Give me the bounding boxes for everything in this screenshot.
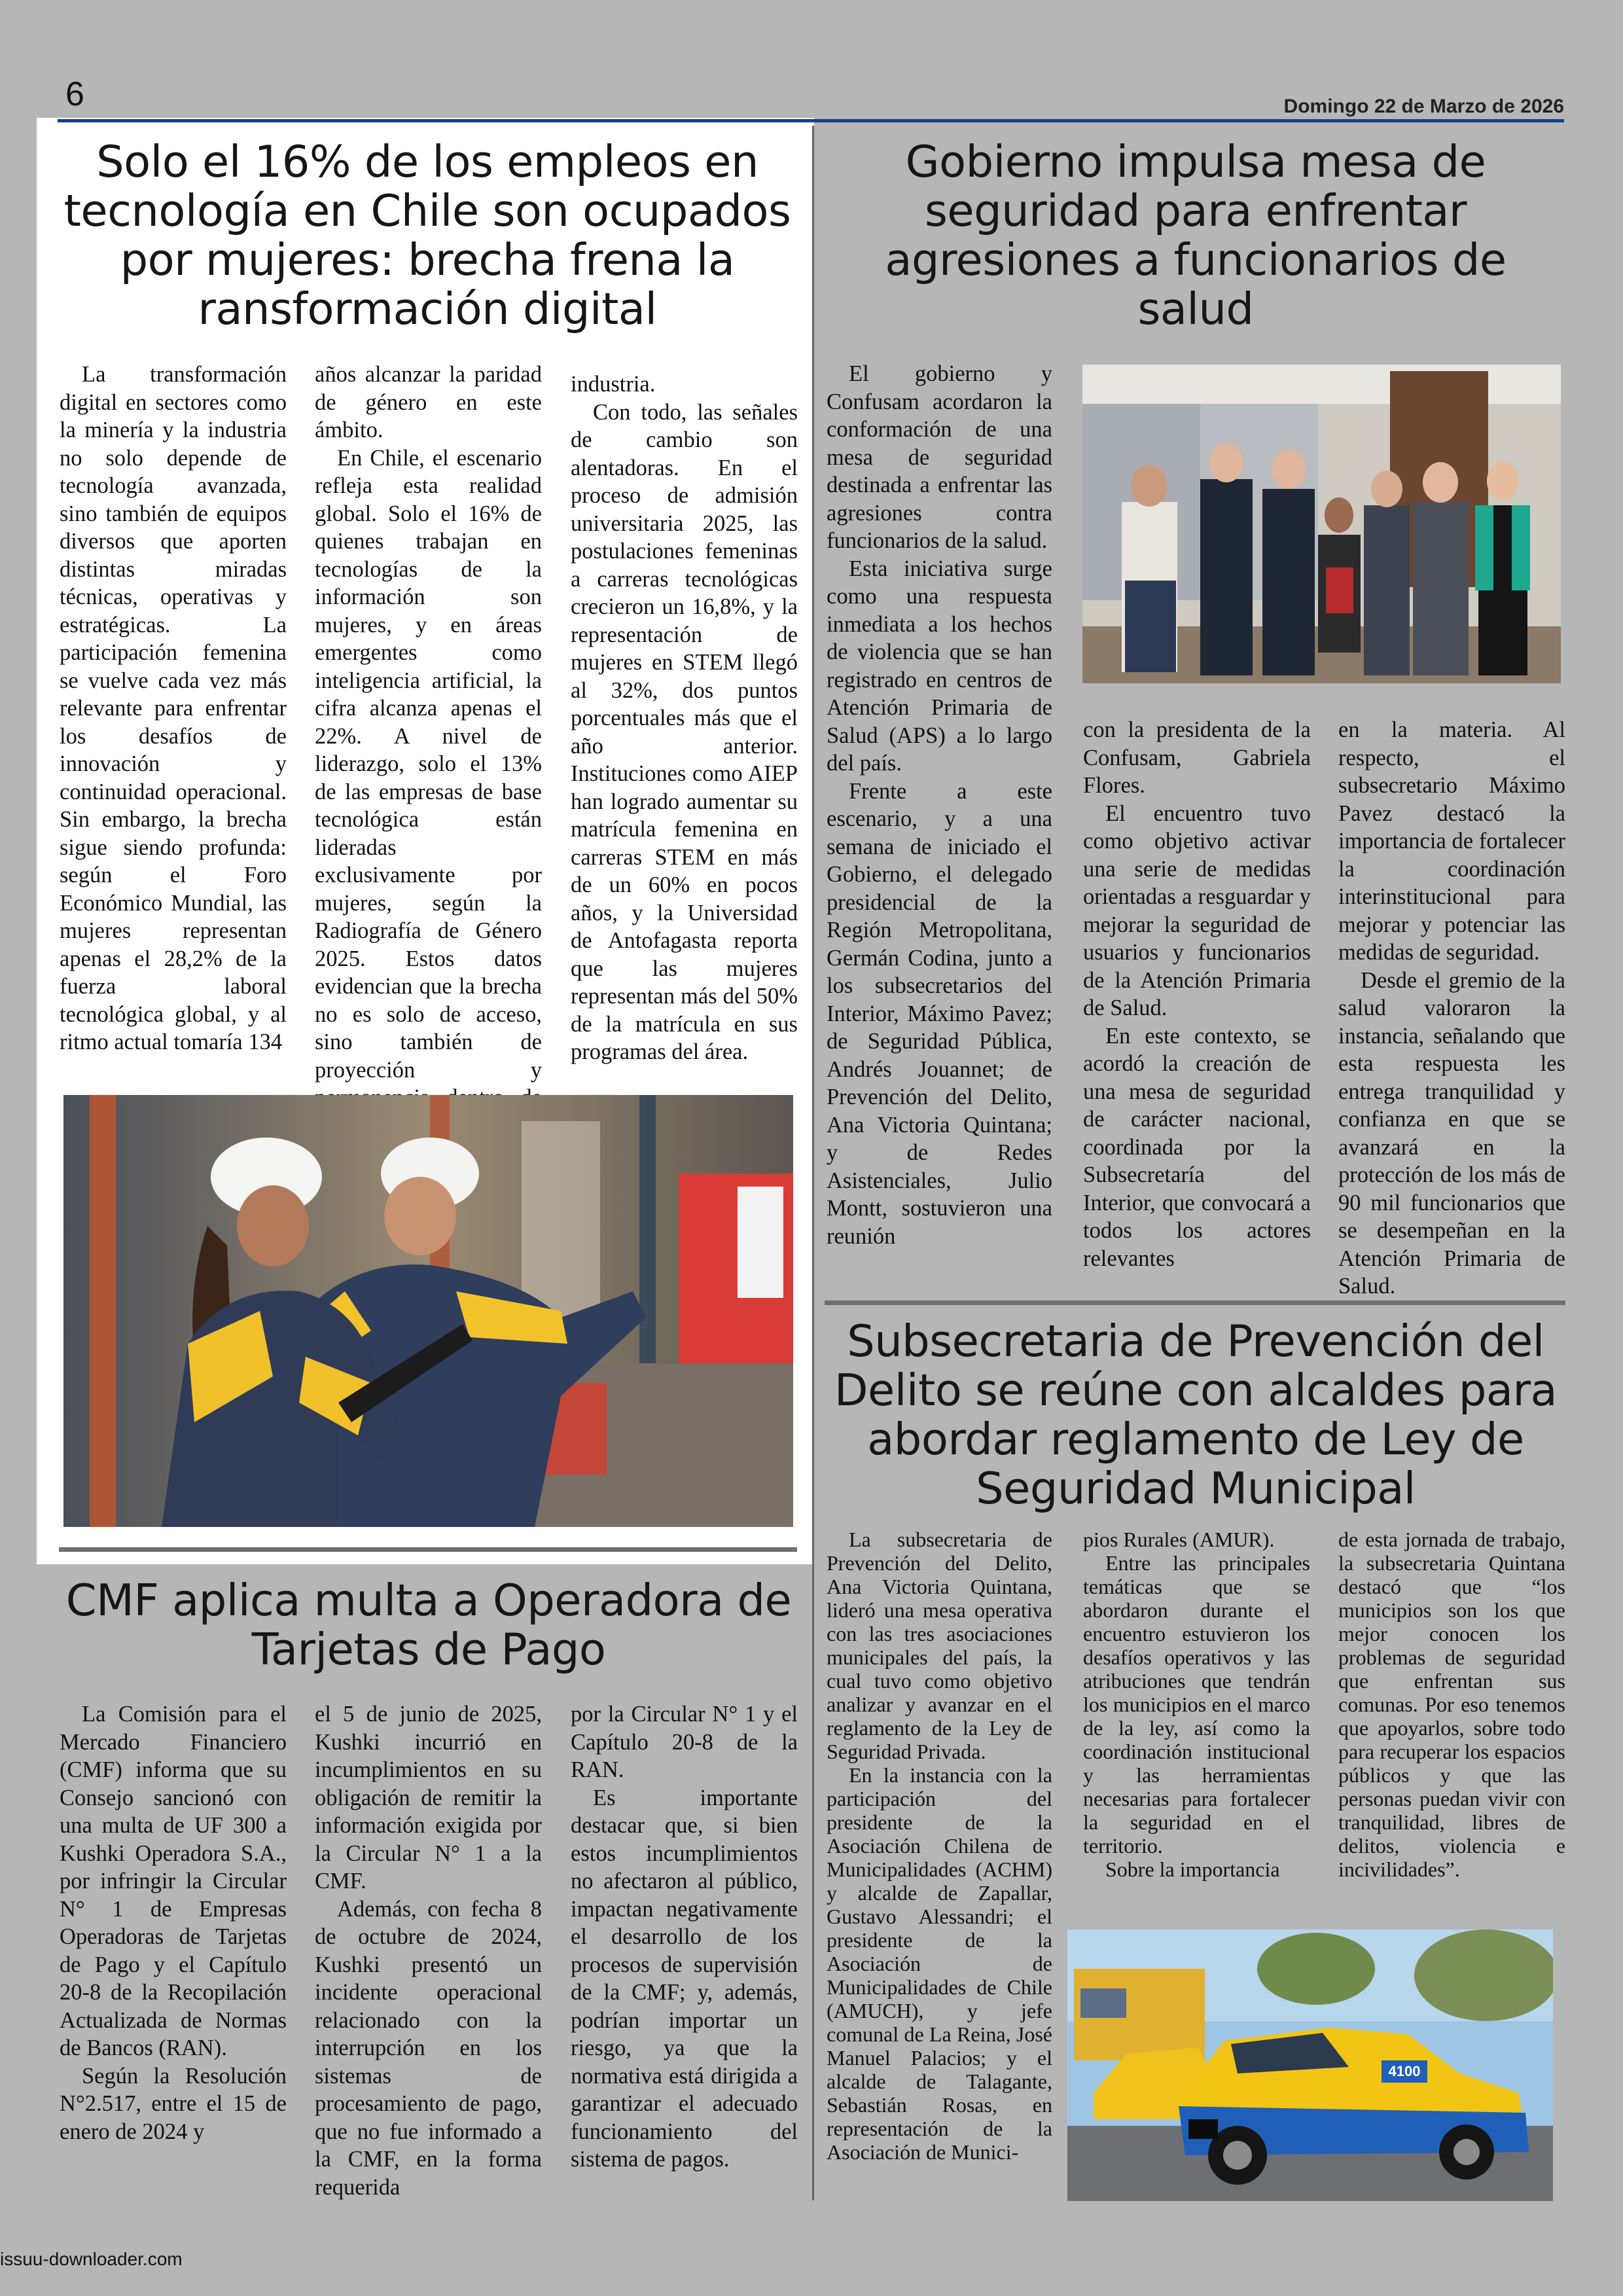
cmf-column-3 [571, 1700, 798, 2174]
paragraph: el 5 de junio de 2025, Kushki incurrió en incumplimientos en su obligación de remitir la información exigida por la Circular N° 1 a la CMF. [315, 1702, 542, 1893]
paragraph: Desde el gremio de la salud valoraron la instancia, señalando que esta respuesta les entrega tranquilidad y confianza en que se avanzará en la protección de los más de 90 mil funcionarios que se desempeñan en la Atención Primaria de Salud. [1338, 967, 1565, 1299]
vehicle-number-label: 4100 [1388, 2063, 1421, 2079]
headline-cmf-fine: CMF aplica multa a Operadora de Tarjetas de Pago [65, 1575, 792, 1675]
paragraph: El encuentro tuvo como objetivo activar una serie de medidas orientadas a resguardar y mejorar la seguridad de usuarios y funcionarios de la Atención Primaria de Salud. [1083, 800, 1311, 1020]
paragraph: Sobre la importancia [1105, 1857, 1280, 1881]
photo-officials-meeting [1082, 365, 1561, 683]
paragraph: Además, con fecha 8 de octubre de 2024, Kushki presentó un incidente operacional relacionado con la interrupción en los sistemas de procesamiento de pago, que no fue informado a la CMF, en la forma requerida [315, 1896, 542, 2200]
paragraph: años alcanzar la paridad de género en este ámbito. [315, 362, 542, 442]
photo-municipal-vehicles [1067, 1929, 1553, 2201]
paragraph: Es importante destacar que, si bien estos incumplimientos no afectaron al público, impactan negativamente el desarrollo de los procesos de supervisión de la CMF; y, además, podrían importar un riesgo, ya que la normativa está dirigida a garantizar el adecuado funcionamiento del sistema de pagos. [571, 1785, 798, 2172]
paragraph: En Chile, el escenario refleja esta realidad global. Solo el 16% de quienes trabajan en tecnologías de la información son mujeres, y en áreas emergentes como inteligencia artificial, la cifra alcanza apenas el 22%. A nivel de liderazgo, solo el 13% de las empresas de base tecnológica están lideradas exclusivamente por mujeres, según la Radiografía de Género 2025. Estos datos evidencian que la brecha no es solo de acceso, sino también de proyección y [315, 445, 542, 1083]
health-column-2 [1083, 716, 1311, 1272]
cmf-column-1 [60, 1700, 287, 2145]
tech-column-1 [60, 361, 287, 1056]
paragraph: En este contexto, se acordó la creación de una mesa de seguridad de carácter nacional, coordinada por la Subsecretaría del Interior, que convocará a todos los actores relevantes [1083, 1023, 1311, 1271]
paragraph: Esta iniciativa surge como una respuesta inmediata a los hechos de violencia que se han registrado en centros de Atención Primaria de Salud (APS) a lo largo del país. [827, 556, 1052, 776]
municipal-column-3 [1338, 1528, 1565, 1881]
headline-health-security: Gobierno impulsa mesa de seguridad para enfrentar agresiones a funcionarios de salud [885, 136, 1507, 334]
tech-column-3 [571, 370, 798, 1066]
paragraph: pios Rurales (AMUR). [1083, 1528, 1275, 1551]
paragraph: por la Circular N° 1 y el Capítulo 20-8 de la RAN. [571, 1702, 798, 1782]
paragraph: en la materia. Al respecto, el subsecretario Máximo Pavez destacó la importancia de fortalecer la coordinación interinstitucional para mejorar y potenciar las medidas de seguridad. [1338, 717, 1565, 965]
paragraph: Con todo, las señales de cambio son alentadoras. En el proceso de admisión universitaria 2025, las postulaciones femeninas a carreras tecnológicas crecieron un 16,8%, y la representación de mujeres en STEM llegó al 32%, dos puntos porcentuales más que el año anterior. Instituciones como AIEP han logrado aumentar su matrícula femenina en carreras STEM en más de un 60% en pocos años, y la Universidad de Antofagasta reporta que las mujeres representan más del 50% de la matrícula en sus programas del área. [571, 399, 798, 1064]
photo-industrial-workers [63, 1095, 793, 1527]
headline-tech-women: Solo el 16% de los empleos en tecnología en Chile son ocupados por mujeres: brecha frena la ransformación digital [63, 136, 791, 334]
paragraph: La Comisión para el Mercado Financiero (CMF) informa que su Consejo sancionó con una multa de UF 300 a Kushki Operadora S.A., por infringir la Circular N° 1 de Empresas Operadoras de Tarjetas de Pago y el Capítulo 20-8 de la Recopilación Actualizada de Normas de Bancos (RAN). [60, 1702, 287, 2060]
page-date: Domingo 22 de Marzo de 2026 [1283, 96, 1564, 117]
tech-column-2 [315, 361, 542, 1139]
paragraph: Frente a este escenario, y a una semana de iniciado el Gobierno, el delegado presidencial de la Región Metropolitana, Germán Codina, junto a los subsecretarios del Interior, Máximo Pavez; de Seguridad Pública, Andrés Jouannet; de Prevención del Delito, Ana Victoria Quintana; y de Redes Asistenciales, Julio Montt, sostuvieron una reunión [827, 778, 1052, 1249]
section-divider-left [59, 1547, 797, 1552]
paragraph: El gobierno y Confusam acordaron la conformación de una mesa de seguridad destinada a enfrentar las agresiones contra funcionarios de la salud. [827, 361, 1052, 553]
cmf-column-2 [315, 1700, 542, 2201]
paragraph: En la instancia con la participación del presidente de la Asociación Chilena de Municipalidades (ACHM) y alcalde de Zapallar, Gustavo Alessandri; el presidente de la Asociación de Municipalidades de Chile (AMUCH), y jefe comunal de La Reina, José Manuel Palacios; y el alcalde de Talagante, Sebastián Rosas, en representación de la Asociación de Munici- [827, 1763, 1052, 2164]
paragraph: La subsecretaria de Prevención del Delito, Ana Victoria Quintana, lideró una mesa operativa con las tres asociaciones municipales del país, la cual tuvo como objetivo analizar y avanzar en el reglamento de la Ley de Seguridad Privada. [827, 1528, 1052, 1763]
footer-credit: issuu-downloader.com [0, 2249, 183, 2269]
municipal-column-1 [827, 1528, 1052, 2164]
health-column-3 [1338, 716, 1565, 1300]
paragraph: Según la Resolución N°2.517, entre el 15 de enero de 2024 y [60, 2063, 287, 2144]
paragraph: con la presidenta de la Confusam, Gabriela Flores. [1083, 717, 1311, 798]
section-divider-right [825, 1300, 1565, 1305]
paragraph: de esta jornada de trabajo, la subsecretaria Quintana destacó que “los municipios son los que mejor conocen los problemas de seguridad que enfrentan sus comunas. Por eso tenemos que apoyarlos, sobre todo para recuperar los espacios públicos y que las personas puedan vivir con tranquilidad, libres de delitos, violencia e incivilidades”. [1338, 1528, 1565, 1881]
top-rule [58, 119, 1564, 122]
municipal-column-2 [1083, 1528, 1310, 1881]
health-column-1 [827, 360, 1052, 1250]
page-number: 6 [65, 75, 84, 113]
paragraph: industria. [571, 372, 656, 397]
paragraph: La transformación digital en sectores como la minería y la industria no solo depende de tecnología avanzada, sino también de equipos diversos que aporten distintas miradas técnicas, operativas y estratégicas. La participación femenina se vuelve cada vez más relevante para enfrentar los desafíos de innovación y continuidad operacional. Sin embargo, la brecha sigue siendo profunda: según el Foro Económico Mundial, las mujeres representan apenas el 28,2% de la fuerza laboral tecnológica global, y al ritmo actual tomaría 134 [60, 362, 287, 1054]
headline-municipal-security: Subsecretaria de Prevención del Delito se reúne con alcaldes para abordar reglamento de Ley de Seguridad Municipal [834, 1316, 1558, 1514]
paragraph: Entre las principales temáticas que se abordaron durante el encuentro estuvieron los desafíos operativos y las atribuciones que tendrán los municipios en el marco de la ley, así como la coordinación institucional y las herramientas necesarias para fortalecer la seguridad en el territorio. [1083, 1551, 1310, 1857]
column-divider [812, 126, 814, 2200]
